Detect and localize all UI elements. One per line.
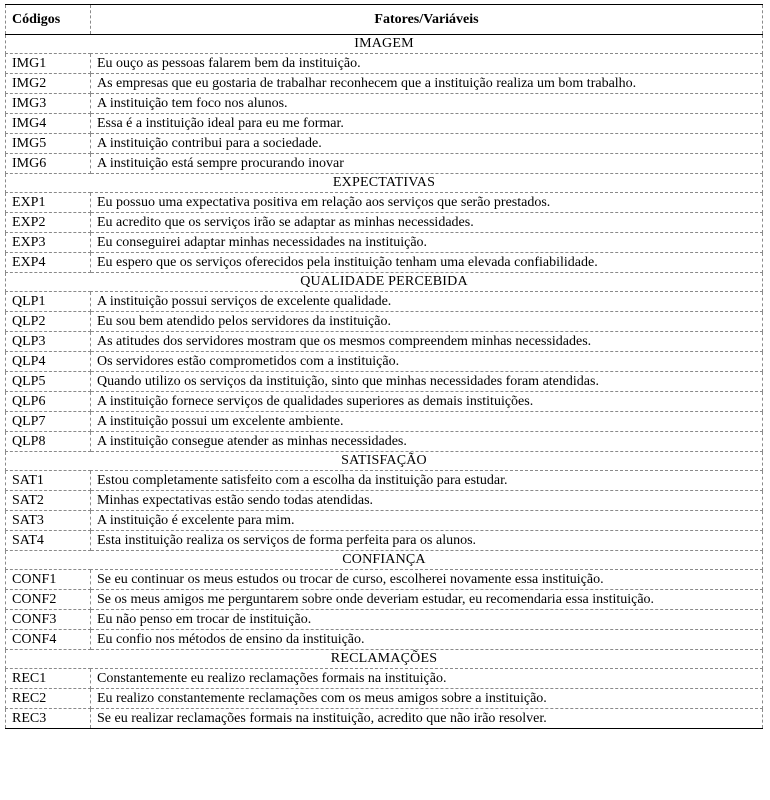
item-code: EXP2: [6, 213, 91, 233]
item-code: EXP4: [6, 253, 91, 273]
item-code: IMG6: [6, 154, 91, 174]
table-row: [6, 193, 763, 213]
table-row: [6, 689, 763, 709]
table-row: [6, 669, 763, 689]
item-description: Se eu realizar reclamações formais na instituição, acredito que não irão resolver.: [91, 709, 763, 729]
table-row: [6, 471, 763, 491]
header-factors: Fatores/Variáveis: [91, 5, 763, 35]
item-code: QLP2: [6, 312, 91, 332]
table-row: [6, 332, 763, 352]
item-description: A instituição fornece serviços de qualidades superiores as demais instituições.: [91, 392, 763, 412]
item-description: Eu realizo constantemente reclamações com os meus amigos sobre a instituição.: [91, 689, 763, 709]
item-description: Eu conseguirei adaptar minhas necessidades na instituição.: [91, 233, 763, 253]
section-title: QUALIDADE PERCEBIDA: [6, 273, 763, 292]
item-code: REC1: [6, 669, 91, 689]
section-row: [6, 551, 763, 570]
item-description: A instituição consegue atender as minhas necessidades.: [91, 432, 763, 452]
factors-table: [5, 4, 763, 729]
table-row: [6, 511, 763, 531]
table-row: [6, 253, 763, 273]
item-code: QLP5: [6, 372, 91, 392]
section-row: [6, 273, 763, 292]
item-code: IMG3: [6, 94, 91, 114]
table-row: [6, 630, 763, 650]
item-code: CONF4: [6, 630, 91, 650]
item-description: Eu não penso em trocar de instituição.: [91, 610, 763, 630]
item-code: SAT2: [6, 491, 91, 511]
table-row: [6, 590, 763, 610]
table-row: [6, 54, 763, 74]
item-description: A instituição contribui para a sociedade.: [91, 134, 763, 154]
item-description: Essa é a instituição ideal para eu me formar.: [91, 114, 763, 134]
section-row: [6, 650, 763, 669]
item-code: CONF2: [6, 590, 91, 610]
item-code: QLP3: [6, 332, 91, 352]
item-code: CONF3: [6, 610, 91, 630]
item-code: IMG1: [6, 54, 91, 74]
item-description: Se os meus amigos me perguntarem sobre onde deveriam estudar, eu recomendaria essa instituição.: [91, 590, 763, 610]
item-description: Constantemente eu realizo reclamações formais na instituição.: [91, 669, 763, 689]
item-description: A instituição está sempre procurando inovar: [91, 154, 763, 174]
section-row: [6, 35, 763, 54]
section-row: [6, 452, 763, 471]
item-description: As empresas que eu gostaria de trabalhar reconhecem que a instituição realiza um bom trabalho.: [91, 74, 763, 94]
item-code: SAT4: [6, 531, 91, 551]
table-row: [6, 531, 763, 551]
item-description: Esta instituição realiza os serviços de forma perfeita para os alunos.: [91, 531, 763, 551]
item-description: Eu possuo uma expectativa positiva em relação aos serviços que serão prestados.: [91, 193, 763, 213]
item-code: CONF1: [6, 570, 91, 590]
item-code: EXP3: [6, 233, 91, 253]
header-codes: Códigos: [6, 5, 91, 35]
item-description: Estou completamente satisfeito com a escolha da instituição para estudar.: [91, 471, 763, 491]
section-title: RECLAMAÇÕES: [6, 650, 763, 669]
item-code: QLP8: [6, 432, 91, 452]
item-code: QLP7: [6, 412, 91, 432]
item-description: Eu ouço as pessoas falarem bem da instituição.: [91, 54, 763, 74]
item-code: SAT3: [6, 511, 91, 531]
table-row: [6, 134, 763, 154]
table-row: [6, 570, 763, 590]
table-body: [6, 5, 763, 729]
table-row: [6, 292, 763, 312]
section-title: CONFIANÇA: [6, 551, 763, 570]
section-row: [6, 174, 763, 193]
table-row: [6, 213, 763, 233]
table-row: [6, 491, 763, 511]
item-code: EXP1: [6, 193, 91, 213]
item-code: QLP4: [6, 352, 91, 372]
item-code: IMG2: [6, 74, 91, 94]
table-row: [6, 114, 763, 134]
item-code: REC2: [6, 689, 91, 709]
item-description: A instituição é excelente para mim.: [91, 511, 763, 531]
table-row: [6, 372, 763, 392]
table-row: [6, 312, 763, 332]
item-description: Eu confio nos métodos de ensino da instituição.: [91, 630, 763, 650]
item-code: IMG4: [6, 114, 91, 134]
item-description: As atitudes dos servidores mostram que os mesmos compreendem minhas necessidades.: [91, 332, 763, 352]
item-code: SAT1: [6, 471, 91, 491]
item-code: QLP6: [6, 392, 91, 412]
section-title: EXPECTATIVAS: [6, 174, 763, 193]
table-row: [6, 352, 763, 372]
table-row: [6, 709, 763, 729]
item-description: Se eu continuar os meus estudos ou trocar de curso, escolherei novamente essa instituição.: [91, 570, 763, 590]
item-description: Minhas expectativas estão sendo todas atendidas.: [91, 491, 763, 511]
item-description: Quando utilizo os serviços da instituição, sinto que minhas necessidades foram atendidas.: [91, 372, 763, 392]
item-code: REC3: [6, 709, 91, 729]
item-code: IMG5: [6, 134, 91, 154]
item-description: A instituição possui serviços de excelente qualidade.: [91, 292, 763, 312]
table-row: [6, 412, 763, 432]
item-description: Os servidores estão comprometidos com a instituição.: [91, 352, 763, 372]
item-description: Eu espero que os serviços oferecidos pela instituição tenham uma elevada confiabilidade.: [91, 253, 763, 273]
table-row: [6, 432, 763, 452]
table-row: [6, 154, 763, 174]
header-row: [6, 5, 763, 35]
item-description: A instituição possui um excelente ambiente.: [91, 412, 763, 432]
item-description: Eu sou bem atendido pelos servidores da instituição.: [91, 312, 763, 332]
table-row: [6, 74, 763, 94]
section-title: SATISFAÇÃO: [6, 452, 763, 471]
table-row: [6, 392, 763, 412]
table-row: [6, 94, 763, 114]
table-row: [6, 233, 763, 253]
item-code: QLP1: [6, 292, 91, 312]
item-description: A instituição tem foco nos alunos.: [91, 94, 763, 114]
section-title: IMAGEM: [6, 35, 763, 54]
table-row: [6, 610, 763, 630]
item-description: Eu acredito que os serviços irão se adaptar as minhas necessidades.: [91, 213, 763, 233]
